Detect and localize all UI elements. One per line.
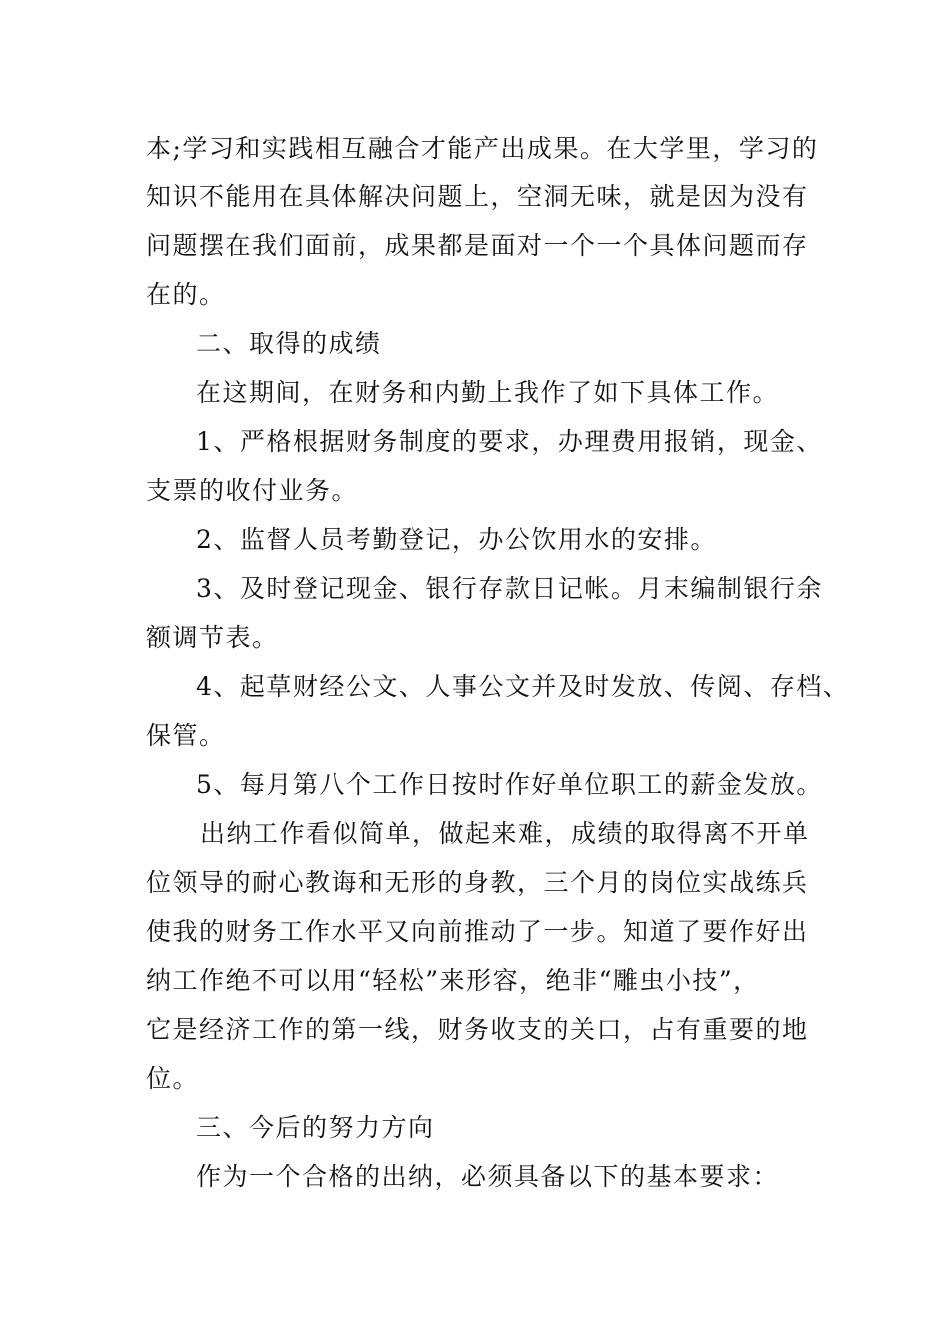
body-text-line: 位领导的耐心教诲和无形的身教，三个月的岗位实战练兵	[146, 868, 809, 897]
list-item-1-continued: 支票的收付业务。	[146, 476, 359, 505]
list-item-4-continued: 保管。	[146, 721, 226, 750]
section-heading: 二、取得的成绩	[196, 329, 382, 358]
body-text-line: 本;学习和实践相互融合才能产出成果。在大学里，学习的	[146, 134, 819, 163]
body-text-line: 在这期间，在财务和内勤上我作了如下具体工作。	[196, 378, 780, 407]
body-text-line: 使我的财务工作水平又向前推动了一步。知道了要作好出	[146, 917, 809, 946]
body-text-line: 它是经济工作的第一线，财务收支的关口，占有重要的地	[146, 1015, 809, 1044]
list-item-1: 1、严格根据财务制度的要求，办理费用报销，现金、	[196, 427, 823, 456]
list-item-4: 4、起草财经公文、人事公文并及时发放、传阅、存档、	[196, 672, 850, 701]
section-heading: 三、今后的努力方向	[196, 1113, 435, 1142]
body-text-line: 问题摆在我们面前，成果都是面对一个一个具体问题而存	[146, 231, 809, 260]
body-text-line: 在的。	[146, 280, 226, 309]
body-text-line: 纳工作绝不可以用“轻松”来形容，绝非“雕虫小技”，	[146, 966, 760, 995]
body-text-line: 位。	[146, 1064, 200, 1093]
list-item-2: 2、监督人员考勤登记，办公饮用水的安排。	[196, 525, 717, 554]
list-item-3-continued: 额调节表。	[146, 623, 279, 652]
list-item-5: 5、每月第八个工作日按时作好单位职工的薪金发放。	[196, 770, 823, 799]
list-item-3: 3、及时登记现金、银行存款日记帐。月末编制银行余	[196, 574, 823, 603]
body-text-line: 作为一个合格的出纳，必须具备以下的基本要求：	[196, 1162, 780, 1191]
body-text-line: 出纳工作看似简单，做起来难，成绩的取得离不开单	[200, 819, 810, 848]
body-text-line: 知识不能用在具体解决问题上，空洞无味，就是因为没有	[146, 182, 809, 211]
